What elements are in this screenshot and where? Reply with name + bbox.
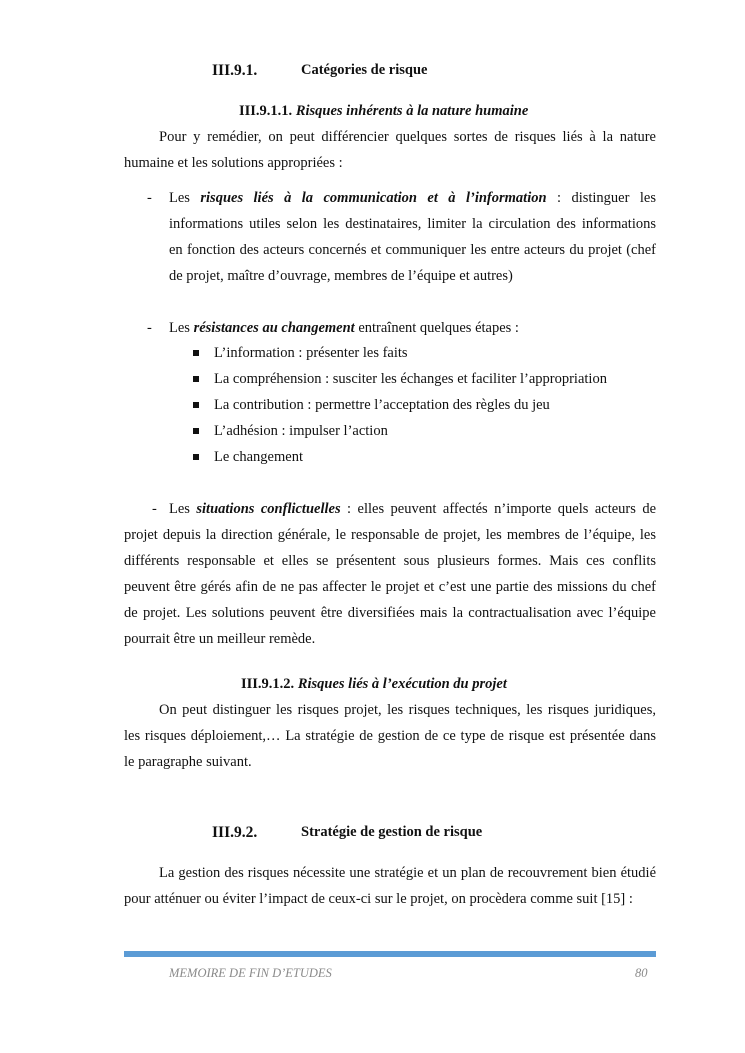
paragraph-line: pourrait être un meilleur remède. <box>124 631 316 647</box>
section-number: III.9.2. <box>212 824 258 841</box>
bullet-item: La contribution : permettre l’acceptation des règles du jeu <box>214 397 550 413</box>
bullet-item: L’information : présenter les faits <box>214 345 408 361</box>
paragraph-line: le paragraphe suivant. <box>124 754 252 770</box>
bullet-square <box>193 402 199 408</box>
list-item-text: Les situations conflictuelles : elles peuvent affectés n’importe quels acteurs de <box>169 501 657 517</box>
section-number: III.9.1. <box>212 62 258 79</box>
list-item-text: informations utiles selon les destinataires, limiter la circulation des informations <box>169 216 656 232</box>
paragraph-line: humaine et les solutions appropriées : <box>124 155 343 171</box>
list-dash: - <box>147 190 152 206</box>
bullet-square <box>193 376 199 382</box>
subsection-title: Risques liés à l’exécution du projet <box>297 676 507 692</box>
list-item-text: en fonction des acteurs concernés et communiquer les entre acteurs du projet (chef <box>169 242 656 258</box>
subsection-heading <box>239 103 528 120</box>
list-item-text: de projet, maître d’ouvrage, membres de l’équipe et autres) <box>169 268 513 284</box>
section-title: Stratégie de gestion de risque <box>301 824 483 840</box>
paragraph-line: les risques déploiement,… La stratégie de gestion de ce type de risque est présentée dans <box>124 728 656 744</box>
paragraph-line: On peut distinguer les risques projet, les risques techniques, les risques juridiques, <box>159 702 656 718</box>
footer-title: MEMOIRE DE FIN D’ETUDES <box>169 966 332 980</box>
paragraph-line: pour atténuer ou éviter l’impact de ceux-ci sur le projet, on procèdera comme suit [15] : <box>124 891 633 907</box>
subsection-title: Risques inhérents à la nature humaine <box>295 103 529 119</box>
paragraph-line: de projet. Les solutions peuvent être diversifiées mais la contractualisation avec l’équipe <box>124 605 656 621</box>
list-item-text: Les résistances au changement entraînent quelques étapes : <box>169 320 519 336</box>
bullet-square <box>193 428 199 434</box>
subsection-number: III.9.1.2. <box>241 676 295 692</box>
bullet-item: La compréhension : susciter les échanges et faciliter l’appropriation <box>214 371 607 387</box>
bullet-square <box>193 454 199 460</box>
paragraph-line: Pour y remédier, on peut différencier quelques sortes de risques liés à la nature <box>159 129 656 145</box>
bullet-item: L’adhésion : impulser l’action <box>214 423 388 439</box>
paragraph-line: différents responsable et elles se présentent sous plusieurs formes. Mais ces conflits <box>124 553 656 569</box>
list-dash: - <box>152 501 157 517</box>
section-title: Catégories de risque <box>301 62 428 78</box>
footer-rule <box>124 951 656 957</box>
page-number: 80 <box>635 966 648 980</box>
bullet-square <box>193 350 199 356</box>
paragraph-line: peuvent être gérés afin de ne pas affecter le projet et c’est une partie des missions du chef <box>124 579 656 595</box>
paragraph-line: projet depuis la direction générale, le responsable de projet, les membres de l’équipe, les <box>124 527 656 543</box>
subsection-heading <box>241 676 507 693</box>
list-item-text: Les risques liés à la communication et à l’information : distinguer les <box>169 190 656 206</box>
list-dash: - <box>147 320 152 336</box>
paragraph-line: La gestion des risques nécessite une stratégie et un plan de recouvrement bien étudié <box>159 865 656 881</box>
subsection-number: III.9.1.1. <box>239 103 293 119</box>
bullet-item: Le changement <box>214 449 303 465</box>
